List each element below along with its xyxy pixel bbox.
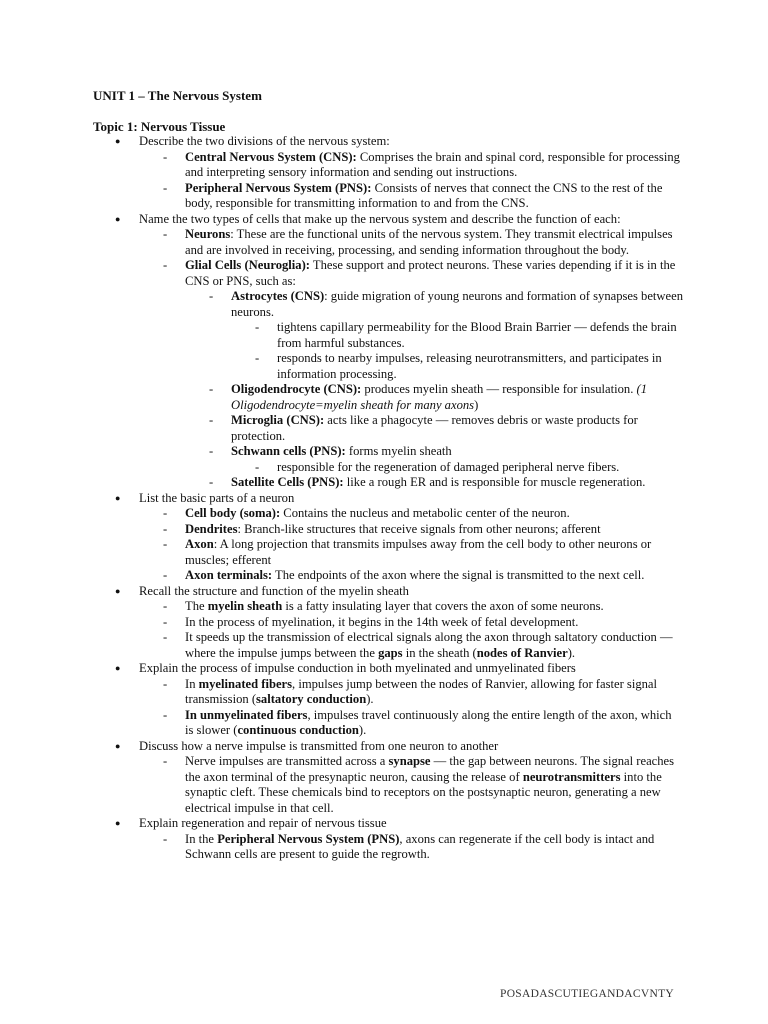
- answer-axon: - Axon: A long projection that transmits impulses away from the cell body to other neurons or muscles; efferent: [139, 537, 683, 568]
- answer-myelin-structure: - The myelin sheath is a fatty insulating layer that covers the axon of some neurons.: [139, 599, 683, 615]
- answer-myelination: - In the process of myelination, it begins in the 14th week of fetal development.: [139, 615, 683, 631]
- question-neuron-parts: ● List the basic parts of a neuron - Cell body (soma): Contains the nucleus and metabolic center of the neuron. - Dendrites: Branch-like structures that receive signals from other neurons; afferent - Axon: A long projection that transmits impulses away from the cell body to other neurons or muscles; efferent - Axon terminals: The endpoints of the axon where the signal is transmitted to the next cell.: [93, 491, 683, 584]
- astrocytes-detail: - tightens capillary permeability for the Blood Brain Barrier — defends the brain from harmful substances.: [231, 320, 683, 351]
- astrocytes-item: - Astrocytes (CNS): guide migration of young neurons and formation of synapses between neurons. - tightens capillary permeability for the Blood Brain Barrier — defends the brain from harmful substances. - responds to nearby impulses, releasing neurotransmitters, and participates in information processing.: [185, 289, 683, 382]
- question-cell-types: ● Name the two types of cells that make up the nervous system and describe the function of each: - Neurons: These are the functional units of the nervous system. They transmit electrical impulses and are involved in receiving, processing, and sending information throughout the body. - Glial Cells (Neuroglia): These support and protect neurons. These varies depending if it is in the CNS or PNS, such as: - Astrocytes (CNS): guide migration of young neurons and formation of synapses between neurons. - tightens capillary permeability for the Blood Brain Barrier — defends the brain from harmful substances. - responds to nearby impulses, releasing neurotransmitters, and participates in information processing. - Oligodendrocyte (CNS): produces myelin sheath — responsible for insulation. (1 Oligodendrocyte=myelin sheath for many axons) - Microglia (CNS): acts like a phagocyte — removes debris or waste products for protection. - Schwann cells (PNS): forms myelin sheath - responsible for the regeneration of damaged peripheral nerve fibers. - Satellite Cells (PNS): like a rough ER and is responsible for muscle regeneration.: [93, 212, 683, 491]
- answer-pns: - Peripheral Nervous System (PNS): Consists of nerves that connect the CNS to the rest of the body, responsible for transmitting information to and from the CNS.: [139, 181, 683, 212]
- notes-content: [93, 134, 683, 863]
- page-footer: POSADASCUTIEGANDACVNTY: [500, 988, 674, 1000]
- satellite-item: - Satellite Cells (PNS): like a rough ER and is responsible for muscle regeneration.: [185, 475, 683, 491]
- answer-cns: - Central Nervous System (CNS): Comprises the brain and spinal cord, responsible for processing and interpreting sensory information and sending out instructions.: [139, 150, 683, 181]
- astrocytes-detail: - responds to nearby impulses, releasing neurotransmitters, and participates in information processing.: [231, 351, 683, 382]
- answer-glial-cells: - Glial Cells (Neuroglia): These support and protect neurons. These varies depending if it is in the CNS or PNS, such as: - Astrocytes (CNS): guide migration of young neurons and formation of synapses between neurons. - tightens capillary permeability for the Blood Brain Barrier — defends the brain from harmful substances. - responds to nearby impulses, releasing neurotransmitters, and participates in information processing. - Oligodendrocyte (CNS): produces myelin sheath — responsible for insulation. (1 Oligodendrocyte=myelin sheath for many axons) - Microglia (CNS): acts like a phagocyte — removes debris or waste products for protection. - Schwann cells (PNS): forms myelin sheath - responsible for the regeneration of damaged peripheral nerve fibers. - Satellite Cells (PNS): like a rough ER and is responsible for muscle regeneration.: [139, 258, 683, 491]
- answer-unmyelinated: - In unmyelinated fibers, impulses travel continuously along the entire length of the axon, which is slower (continuous conduction).: [139, 708, 683, 739]
- schwann-detail: - responsible for the regeneration of damaged peripheral nerve fibers.: [231, 460, 683, 476]
- unit-title: UNIT 1 – The Nervous System: [93, 88, 262, 103]
- question-myelin: ● Recall the structure and function of the myelin sheath - The myelin sheath is a fatty insulating layer that covers the axon of some neurons. - In the process of myelination, it begins in the 14th week of fetal development. - It speeds up the transmission of electrical signals along the axon through saltatory conduction — where the impulse jumps between the gaps in the sheath (nodes of Ranvier).: [93, 584, 683, 662]
- answer-dendrites: - Dendrites: Branch-like structures that receive signals from other neurons; afferent: [139, 522, 683, 538]
- microglia-item: - Microglia (CNS): acts like a phagocyte — removes debris or waste products for protection.: [185, 413, 683, 444]
- answer-regeneration: - In the Peripheral Nervous System (PNS), axons can regenerate if the cell body is intact and Schwann cells are present to guide the regrowth.: [139, 832, 683, 863]
- answer-cell-body: - Cell body (soma): Contains the nucleus and metabolic center of the neuron.: [139, 506, 683, 522]
- question-synapse: ● Discuss how a nerve impulse is transmitted from one neuron to another - Nerve impulses are transmitted across a synapse — the gap between neurons. The signal reaches the axon terminal of the presynaptic neuron, causing the release of neurotransmitters into the synaptic cleft. These chemicals bind to receptors on the postsynaptic neuron, generating a new electrical impulse in that cell.: [93, 739, 683, 817]
- question-regeneration: ● Explain regeneration and repair of nervous tissue - In the Peripheral Nervous System (PNS), axons can regenerate if the cell body is intact and Schwann cells are present to guide the regrowth.: [93, 816, 683, 863]
- answer-synapse: - Nerve impulses are transmitted across a synapse — the gap between neurons. The signal reaches the axon terminal of the presynaptic neuron, causing the release of neurotransmitters into the synaptic cleft. These chemicals bind to receptors on the postsynaptic neuron, generating a new electrical impulse in that cell.: [139, 754, 683, 816]
- answer-saltatory: - It speeds up the transmission of electrical signals along the axon through saltatory conduction — where the impulse jumps between the gaps in the sheath (nodes of Ranvier).: [139, 630, 683, 661]
- question-divisions: ● Describe the two divisions of the nervous system: - Central Nervous System (CNS): Comprises the brain and spinal cord, responsible for processing and interpreting sensory information and sending out instructions. - Peripheral Nervous System (PNS): Consists of nerves that connect the CNS to the rest of the body, responsible for transmitting information to and from the CNS.: [93, 134, 683, 212]
- topic-title: Topic 1: Nervous Tissue: [93, 119, 226, 134]
- answer-axon-terminals: - Axon terminals: The endpoints of the axon where the signal is transmitted to the next cell.: [139, 568, 683, 584]
- oligodendrocyte-item: - Oligodendrocyte (CNS): produces myelin sheath — responsible for insulation. (1 Oligodendrocyte=myelin sheath for many axons): [185, 382, 683, 413]
- answer-neurons: - Neurons: These are the functional units of the nervous system. They transmit electrical impulses and are involved in receiving, processing, and sending information throughout the body.: [139, 227, 683, 258]
- question-list: [93, 134, 683, 863]
- question-conduction: ● Explain the process of impulse conduction in both myelinated and unmyelinated fibers - In myelinated fibers, impulses jump between the nodes of Ranvier, allowing for faster signal transmission (saltatory conduction). - In unmyelinated fibers, impulses travel continuously along the entire length of the axon, which is slower (continuous conduction).: [93, 661, 683, 739]
- answer-myelinated: - In myelinated fibers, impulses jump between the nodes of Ranvier, allowing for faster signal transmission (saltatory conduction).: [139, 677, 683, 708]
- schwann-item: - Schwann cells (PNS): forms myelin sheath - responsible for the regeneration of damaged peripheral nerve fibers.: [185, 444, 683, 475]
